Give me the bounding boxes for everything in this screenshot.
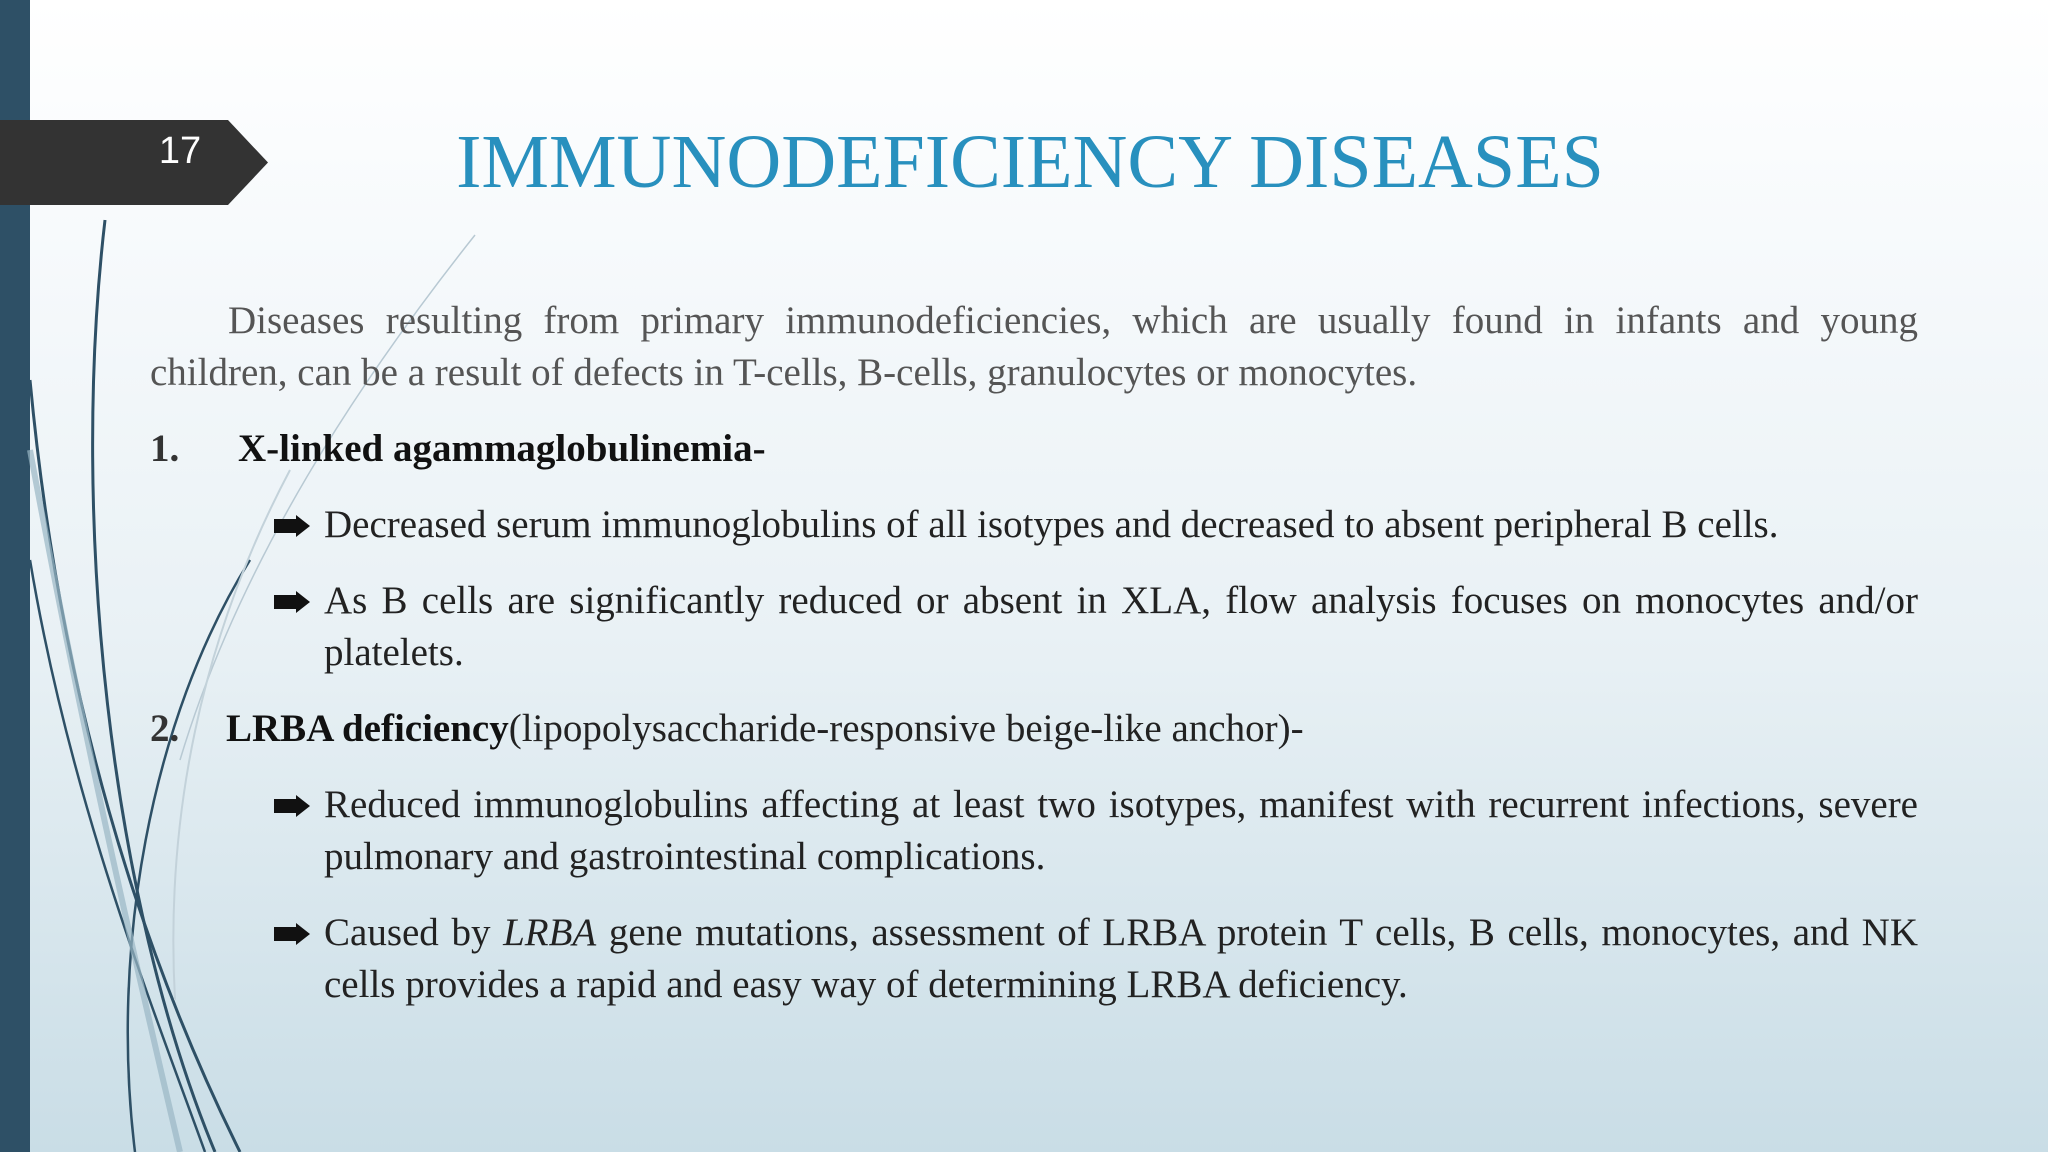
bullet-item <box>274 499 1918 551</box>
bullet-text: As B cells are significantly reduced or absent in XLA, flow analysis focuses on monocytes and/or platelets. <box>324 579 1918 674</box>
bullet-text-end: gene mutations, assessment of LRBA protein T cells, B cells, monocytes, and NK cells provides a rapid and easy way of determining LRBA deficiency. <box>324 911 1919 1006</box>
arrow-bullet-icon <box>274 795 310 817</box>
bullet-text: Decreased serum immunoglobulins of all isotypes and decreased to absent peripheral B cells. <box>324 503 1779 546</box>
bullet-text: Reduced immunoglobulins affecting at least two isotypes, manifest with recurrent infections, severe pulmonary and gastrointestinal complications. <box>324 783 1918 878</box>
bullet-item <box>274 779 1918 883</box>
section-heading-2 <box>150 703 1918 755</box>
bullet-text-start: Caused by <box>324 911 504 954</box>
arrow-bullet-icon <box>274 515 310 537</box>
slide-title: IMMUNODEFICIENCY DISEASES <box>456 120 1604 204</box>
bullet-text <box>324 911 1918 1006</box>
slide-number: 17 <box>158 130 202 172</box>
bullet-item <box>274 575 1918 679</box>
arrow-bullet-icon <box>274 923 310 945</box>
section-title-description: (lipopolysaccharide-responsive beige-like anchor)- <box>508 707 1304 750</box>
slide-body <box>150 295 1918 1035</box>
bullet-item <box>274 907 1918 1011</box>
section-number: 2. <box>150 707 180 750</box>
section-number: 1. <box>150 427 180 470</box>
section-heading-1 <box>150 423 1918 475</box>
section-title: X-linked agammaglobulinemia- <box>238 427 766 470</box>
intro-paragraph: Diseases resulting from primary immunodeficiencies, which are usually found in infants and young children, can be a result of defects in T-cells, B-cells, granulocytes or monocytes. <box>150 299 1918 394</box>
arrow-bullet-icon <box>274 591 310 613</box>
section-title: LRBA deficiency <box>226 707 509 750</box>
gene-name-italic: LRBA <box>503 911 597 954</box>
